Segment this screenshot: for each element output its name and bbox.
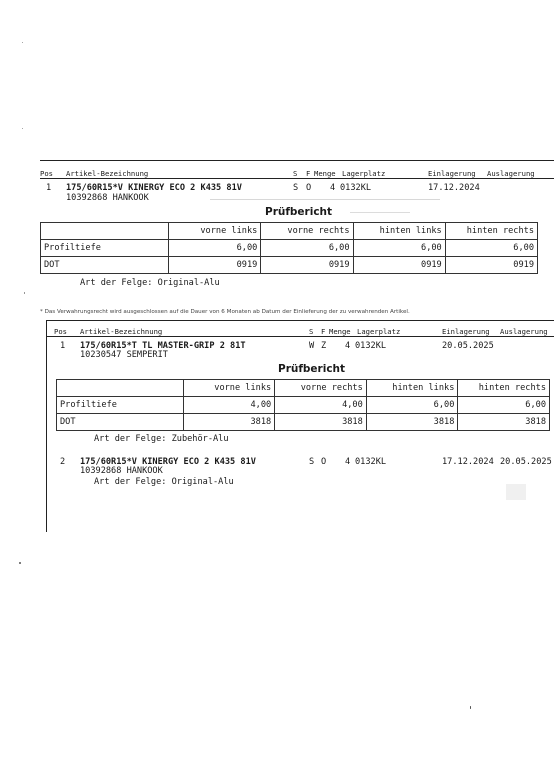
table-row bbox=[41, 257, 538, 274]
table-cell: 0919 bbox=[169, 257, 261, 274]
table-header-cell: hinten links bbox=[353, 223, 445, 240]
storage-footnote: * Das Verwahrungsrecht wird ausgeschlossen auf die Dauer von 6 Monaten ab Datum der Einlieferung der zu verwahrenden Artikel. bbox=[40, 309, 410, 315]
table-cell: 3818 bbox=[366, 414, 458, 431]
table-header-cell: hinten rechts bbox=[445, 223, 537, 240]
col-f: F bbox=[306, 169, 311, 178]
header-top-rule bbox=[46, 320, 554, 321]
test-report-table bbox=[40, 222, 538, 274]
scan-speck bbox=[22, 42, 23, 43]
table-cell: 3818 bbox=[458, 414, 550, 431]
table-cell: 0919 bbox=[445, 257, 537, 274]
table-cell: 6,00 bbox=[353, 240, 445, 257]
table-cell: 6,00 bbox=[169, 240, 261, 257]
table-cell: 0919 bbox=[353, 257, 445, 274]
item2-s: S bbox=[309, 457, 315, 467]
col-einlagerung: Einlagerung bbox=[442, 327, 490, 336]
col-menge: Menge bbox=[314, 169, 336, 178]
table-cell: 3818 bbox=[275, 414, 367, 431]
item-s: S bbox=[293, 183, 299, 193]
header-bottom-rule bbox=[40, 178, 554, 179]
table-row bbox=[57, 414, 550, 431]
item2-article: 175/60R15*V KINERGY ECO 2 K435 81V bbox=[80, 457, 256, 467]
item-pos: 1 bbox=[60, 341, 66, 351]
bleed-through-mark bbox=[506, 484, 526, 500]
table-header-cell: vorne links bbox=[183, 380, 275, 397]
item-lagerplatz: 0132KL bbox=[340, 183, 372, 193]
item2-auslagerung: 20.05.2025 bbox=[500, 457, 552, 467]
table-cell: DOT bbox=[41, 257, 169, 274]
table-cell: 6,00 bbox=[445, 240, 537, 257]
col-menge: Menge bbox=[329, 327, 351, 336]
item2-code: 10392868 HANKOOK bbox=[80, 466, 163, 476]
table-cell: 3818 bbox=[183, 414, 275, 431]
table-header-row bbox=[41, 223, 538, 240]
col-pos: Pos bbox=[40, 169, 53, 178]
table-cell: DOT bbox=[57, 414, 184, 431]
rim-type: Art der Felge: Zubehör-Alu bbox=[94, 434, 229, 444]
item-menge: 4 bbox=[330, 183, 336, 193]
item2-pos: 2 bbox=[60, 457, 66, 467]
item-f: Z bbox=[321, 341, 327, 351]
item2-menge: 4 bbox=[345, 457, 351, 467]
col-einlagerung: Einlagerung bbox=[428, 169, 476, 178]
col-lagerplatz: Lagerplatz bbox=[342, 169, 386, 178]
table-row bbox=[57, 397, 550, 414]
report-title: Prüfbericht bbox=[278, 363, 346, 375]
table-cell: 4,00 bbox=[275, 397, 367, 414]
table-header-row bbox=[57, 380, 550, 397]
item-menge: 4 bbox=[345, 341, 351, 351]
table-cell: 6,00 bbox=[458, 397, 550, 414]
table-cell: 6,00 bbox=[261, 240, 353, 257]
item-code: 10392868 HANKOOK bbox=[66, 193, 149, 203]
table-cell: 6,00 bbox=[366, 397, 458, 414]
item2-lagerplatz: 0132KL bbox=[355, 457, 387, 467]
scan-speck bbox=[22, 128, 23, 129]
rim-type: Art der Felge: Original-Alu bbox=[80, 278, 220, 288]
table-header-cell: hinten rechts bbox=[458, 380, 550, 397]
col-pos: Pos bbox=[54, 327, 67, 336]
header-top-rule bbox=[40, 160, 554, 161]
table-header-cell: vorne links bbox=[169, 223, 261, 240]
col-artikel: Artikel-Bezeichnung bbox=[80, 327, 163, 336]
left-border bbox=[46, 320, 47, 532]
table-header-cell: hinten links bbox=[366, 380, 458, 397]
item-lagerplatz: 0132KL bbox=[355, 341, 387, 351]
col-s: S bbox=[309, 327, 314, 336]
table-header-cell bbox=[57, 380, 184, 397]
table-cell: Profiltiefe bbox=[41, 240, 169, 257]
item-article: 175/60R15*T TL MASTER-GRIP 2 81T bbox=[80, 341, 246, 351]
table-cell: Profiltiefe bbox=[57, 397, 184, 414]
header-bottom-rule bbox=[46, 336, 554, 337]
table-header-cell: vorne rechts bbox=[261, 223, 353, 240]
table-header-cell: vorne rechts bbox=[275, 380, 367, 397]
item-einlagerung: 20.05.2025 bbox=[442, 341, 494, 351]
bleed-through-mark bbox=[350, 212, 410, 213]
col-s: S bbox=[293, 169, 298, 178]
scan-speck bbox=[470, 706, 471, 709]
scan-speck bbox=[19, 562, 21, 564]
item2-einlagerung: 17.12.2024 bbox=[442, 457, 494, 467]
item-pos: 1 bbox=[46, 183, 52, 193]
item-f: O bbox=[306, 183, 312, 193]
item-s: W bbox=[309, 341, 315, 351]
test-report-table bbox=[56, 379, 550, 431]
col-artikel: Artikel-Bezeichnung bbox=[66, 169, 149, 178]
table-row bbox=[41, 240, 538, 257]
item-code: 10230547 SEMPERIT bbox=[80, 350, 168, 360]
item-einlagerung: 17.12.2024 bbox=[428, 183, 480, 193]
col-auslagerung: Auslagerung bbox=[500, 327, 548, 336]
table-cell: 4,00 bbox=[183, 397, 275, 414]
table-header-cell bbox=[41, 223, 169, 240]
rim-type-2: Art der Felge: Original-Alu bbox=[94, 477, 234, 487]
col-lagerplatz: Lagerplatz bbox=[357, 327, 401, 336]
col-f: F bbox=[321, 327, 326, 336]
bleed-through-mark bbox=[210, 199, 440, 200]
report-title: Prüfbericht bbox=[265, 206, 333, 218]
table-cell: 0919 bbox=[261, 257, 353, 274]
item2-f: O bbox=[321, 457, 327, 467]
scan-speck bbox=[24, 292, 25, 294]
col-auslagerung: Auslagerung bbox=[487, 169, 535, 178]
item-article: 175/60R15*V KINERGY ECO 2 K435 81V bbox=[66, 183, 242, 193]
